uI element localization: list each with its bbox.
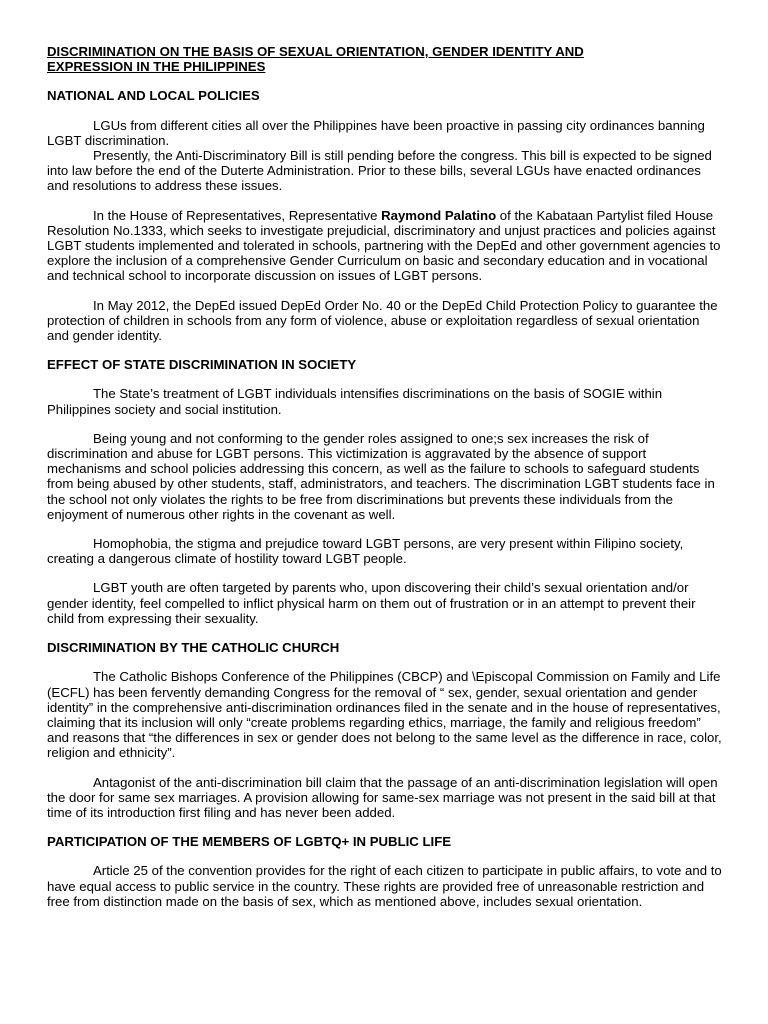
- section-heading-state-discrimination: EFFECT OF STATE DISCRIMINATION IN SOCIETY: [47, 357, 357, 373]
- section-heading-catholic-church: DISCRIMINATION BY THE CATHOLIC CHURCH: [47, 640, 340, 656]
- representative-name: Raymond Palatino: [381, 207, 497, 223]
- paragraph: The Catholic Bishops Conference of the Philippines (CBCP) and \Episcopal Commission on Family and Life (ECFL) has been fervently demanding Congress for the removal of “ sex, gender, sexual orientation and gender identity” in the comprehensive anti-discrimination ordinances filed in the senate and in the house of representatives, claiming that its inclusion will only “create problems regarding ethics, marriage, the family and religious freedom” and reasons that “the differences in sex or gender does not belong to the same level as the difference in race, color, religion and ethnicity”.: [47, 669, 722, 761]
- paragraph: Homophobia, the stigma and prejudice toward LGBT persons, are very present within Filipino society, creating a dangerous climate of hostility toward LGBT people.: [47, 536, 684, 567]
- section-heading-national-policies: NATIONAL AND LOCAL POLICIES: [47, 88, 260, 104]
- section-heading-public-life: PARTICIPATION OF THE MEMBERS OF LGBTQ+ IN PUBLIC LIFE: [47, 834, 452, 850]
- title-line-1: DISCRIMINATION ON THE BASIS OF SEXUAL ORIENTATION, GENDER IDENTITY AND: [47, 44, 584, 59]
- paragraph-house-resolution: In the House of Representatives, Representative Raymond Palatino of the Kabataan Partylist filed House Resolution No.1333, which seeks to investigate prejudicial, discriminatory and unjust practices and policies against LGBT students implemented and tolerated in schools, partnering with the DepEd and other government agencies to explore the inclusion of a comprehensive Gender Curriculum on basic and secondary education and in vocational and technical school to incorporate discussion on issues of LGBT persons.: [47, 207, 721, 284]
- paragraph: In May 2012, the DepEd issued DepEd Order No. 40 or the DepEd Child Protection Policy to guarantee the protection of children in schools from any form of violence, abuse or exploitation regardless of sexual orientation and gender identity.: [47, 297, 718, 344]
- paragraph: Being young and not conforming to the gender roles assigned to one;s sex increases the risk of discrimination and abuse for LGBT persons. This victimization is aggravated by the absence of support mechanisms and school policies addressing this concern, as well as the failure to schools to safeguard students from being abused by other students, staff, administrators, and teachers. The discrimination LGBT students face in the school not only violates the rights to be free from discriminations but prevents these individuals from the enjoyment of numerous other rights in the covenant as well.: [47, 430, 715, 522]
- paragraph: Presently, the Anti-Discriminatory Bill is still pending before the congress. This bill is expected to be signed into law before the end of the Duterte Administration. Prior to these bills, several LGUs have enacted ordinances and resolutions to address these issues.: [47, 148, 712, 194]
- paragraph: The State’s treatment of LGBT individuals intensifies discriminations on the basis of SOGIE within Philippines society and social institution.: [47, 386, 663, 417]
- paragraph: LGBT youth are often targeted by parents who, upon discovering their child’s sexual orientation and/or gender identity, feel compelled to inflict physical harm on them out of frustration or in an attempt to prevent their child from expressing their sexuality.: [47, 580, 696, 626]
- paragraph: Article 25 of the convention provides for the right of each citizen to participate in public affairs, to vote and to have equal access to public service in the country. These rights are provided free of unreasonable restriction and free from distinction made on the basis of sex, which as mentioned above, includes sexual orientation.: [47, 863, 722, 909]
- paragraph: Antagonist of the anti-discrimination bill claim that the passage of an anti-discrimination legislation will open the door for same sex marriages. A provision allowing for same-sex marriage was not present in the said bill at that time of its introduction first filing and has never been added.: [47, 774, 718, 820]
- document-title: [47, 44, 723, 74]
- paragraph: LGUs from different cities all over the Philippines have been proactive in passing city ordinances banning LGBT discrimination.: [47, 117, 705, 148]
- document-page: [47, 40, 723, 909]
- title-line-2: EXPRESSION IN THE PHILIPPINES: [47, 59, 266, 75]
